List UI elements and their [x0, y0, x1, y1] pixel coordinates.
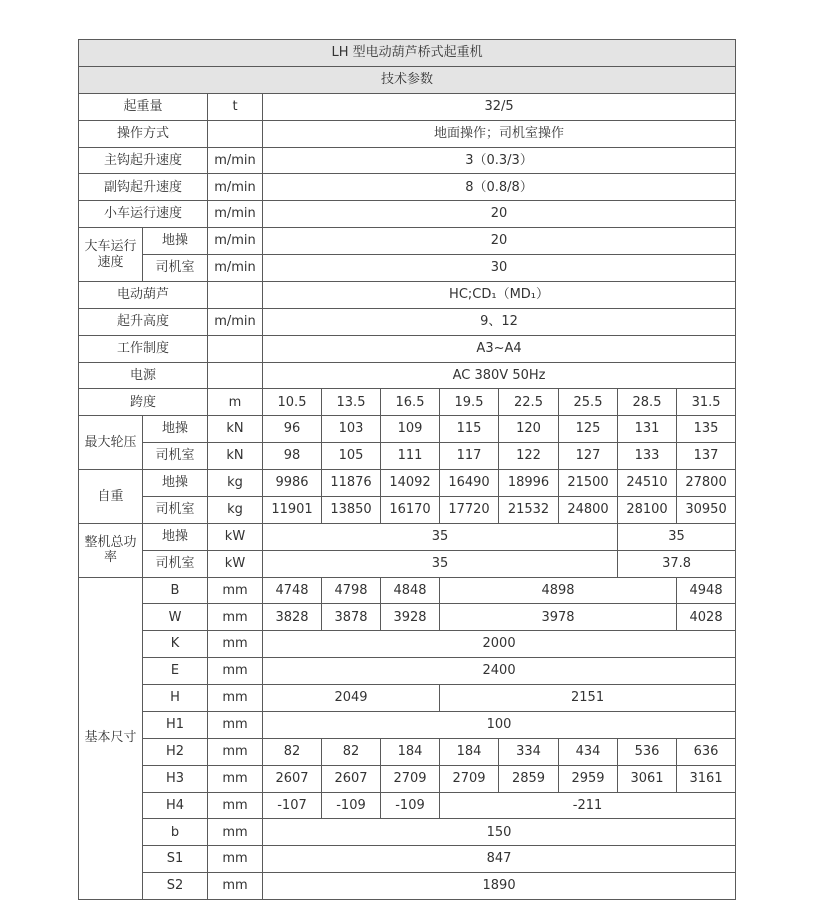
table-row [79, 308, 736, 335]
value-cell: 184 [440, 738, 499, 765]
value-cell: 9、12 [263, 308, 736, 335]
value-cell: 4898 [440, 577, 677, 604]
table-row [79, 93, 736, 120]
row-label: 小车运行速度 [79, 201, 208, 228]
value-cell: 96 [263, 416, 322, 443]
value-cell: 2709 [440, 765, 499, 792]
value-cell: 19.5 [440, 389, 499, 416]
unit-cell: m/min [208, 174, 263, 201]
value-cell: 2859 [499, 765, 559, 792]
table-row [79, 738, 736, 765]
value-cell: 4748 [263, 577, 322, 604]
unit-cell: m/min [208, 201, 263, 228]
unit-cell: mm [208, 604, 263, 631]
value-cell: 2607 [263, 765, 322, 792]
value-cell: 100 [263, 711, 736, 738]
value-cell: 4948 [677, 577, 736, 604]
sub-label: H1 [143, 711, 208, 738]
table-row [79, 711, 736, 738]
unit-cell: m/min [208, 255, 263, 282]
value-cell: 133 [618, 443, 677, 470]
value-cell: -109 [381, 792, 440, 819]
sub-label: 司机室 [143, 255, 208, 282]
value-cell: 120 [499, 416, 559, 443]
value-cell: 111 [381, 443, 440, 470]
value-cell: 4848 [381, 577, 440, 604]
value-cell: 4798 [322, 577, 381, 604]
sub-label: b [143, 819, 208, 846]
unit-cell: mm [208, 765, 263, 792]
unit-cell: m/min [208, 147, 263, 174]
table-row [79, 362, 736, 389]
value-cell: 115 [440, 416, 499, 443]
value-cell: 28.5 [618, 389, 677, 416]
value-cell: HC;CD₁（MD₁） [263, 281, 736, 308]
sub-label: 司机室 [143, 443, 208, 470]
sub-label: S1 [143, 846, 208, 873]
row-label: 跨度 [79, 389, 208, 416]
table-row [79, 604, 736, 631]
row-label: 起重量 [79, 93, 208, 120]
value-cell: 11876 [322, 470, 381, 497]
value-cell: 98 [263, 443, 322, 470]
unit-cell: kN [208, 416, 263, 443]
sub-label: 司机室 [143, 550, 208, 577]
value-cell: 82 [263, 738, 322, 765]
value-cell: 37.8 [618, 550, 736, 577]
group-label: 最大轮压 [79, 416, 143, 470]
table-row [79, 846, 736, 873]
value-cell: 20 [263, 228, 736, 255]
value-cell: 3061 [618, 765, 677, 792]
value-cell: 17720 [440, 496, 499, 523]
row-label: 主钩起升速度 [79, 147, 208, 174]
value-cell: 131 [618, 416, 677, 443]
value-cell: 21500 [559, 470, 618, 497]
table-row [79, 819, 736, 846]
value-cell: 22.5 [499, 389, 559, 416]
value-cell: 3（0.3/3） [263, 147, 736, 174]
value-cell: -211 [440, 792, 736, 819]
table-row [79, 416, 736, 443]
sub-label: W [143, 604, 208, 631]
unit-cell: mm [208, 819, 263, 846]
value-cell: 28100 [618, 496, 677, 523]
value-cell: 3828 [263, 604, 322, 631]
sub-label: K [143, 631, 208, 658]
value-cell: 24510 [618, 470, 677, 497]
sub-label: H2 [143, 738, 208, 765]
value-cell: 434 [559, 738, 618, 765]
value-cell: 125 [559, 416, 618, 443]
value-cell: 25.5 [559, 389, 618, 416]
unit-cell: mm [208, 685, 263, 712]
unit-cell: mm [208, 846, 263, 873]
value-cell: 82 [322, 738, 381, 765]
group-label: 自重 [79, 470, 143, 524]
value-cell: 2000 [263, 631, 736, 658]
table-row [79, 255, 736, 282]
unit-cell [208, 362, 263, 389]
value-cell: 2151 [440, 685, 736, 712]
table-row [79, 765, 736, 792]
value-cell: 636 [677, 738, 736, 765]
value-cell: AC 380V 50Hz [263, 362, 736, 389]
group-label: 基本尺寸 [79, 577, 143, 900]
unit-cell: kW [208, 523, 263, 550]
unit-cell: m [208, 389, 263, 416]
row-label: 副钩起升速度 [79, 174, 208, 201]
value-cell: 27800 [677, 470, 736, 497]
value-cell: 3161 [677, 765, 736, 792]
unit-cell [208, 120, 263, 147]
table-row [79, 873, 736, 900]
unit-cell: kg [208, 470, 263, 497]
value-cell: 137 [677, 443, 736, 470]
value-cell: 35 [263, 523, 618, 550]
value-cell: 30950 [677, 496, 736, 523]
sub-label: H3 [143, 765, 208, 792]
value-cell: 16490 [440, 470, 499, 497]
table-row [79, 120, 736, 147]
unit-cell: m/min [208, 228, 263, 255]
value-cell: 109 [381, 416, 440, 443]
table-row [79, 147, 736, 174]
unit-cell [208, 281, 263, 308]
value-cell: 9986 [263, 470, 322, 497]
value-cell: 3928 [381, 604, 440, 631]
unit-cell [208, 335, 263, 362]
value-cell: 地面操作；司机室操作 [263, 120, 736, 147]
sub-label: 地操 [143, 416, 208, 443]
table-row [79, 496, 736, 523]
value-cell: 2400 [263, 658, 736, 685]
value-cell: -107 [263, 792, 322, 819]
value-cell: A3~A4 [263, 335, 736, 362]
unit-cell: mm [208, 792, 263, 819]
value-cell: 2709 [381, 765, 440, 792]
value-cell: 2607 [322, 765, 381, 792]
table-title: LH 型电动葫芦桥式起重机 [79, 40, 736, 67]
group-label: 整机总功率 [79, 523, 143, 577]
row-label: 起升高度 [79, 308, 208, 335]
subtitle-row [79, 66, 736, 93]
value-cell: 2049 [263, 685, 440, 712]
value-cell: 4028 [677, 604, 736, 631]
value-cell: 3978 [440, 604, 677, 631]
table-row [79, 201, 736, 228]
table-subtitle: 技术参数 [79, 66, 736, 93]
sub-label: 司机室 [143, 496, 208, 523]
value-cell: -109 [322, 792, 381, 819]
value-cell: 1890 [263, 873, 736, 900]
table-row [79, 658, 736, 685]
sub-label: E [143, 658, 208, 685]
table-row [79, 792, 736, 819]
table-row [79, 550, 736, 577]
value-cell: 21532 [499, 496, 559, 523]
table-row [79, 389, 736, 416]
value-cell: 2959 [559, 765, 618, 792]
unit-cell: kg [208, 496, 263, 523]
value-cell: 24800 [559, 496, 618, 523]
sub-label: S2 [143, 873, 208, 900]
value-cell: 10.5 [263, 389, 322, 416]
value-cell: 184 [381, 738, 440, 765]
table-row [79, 523, 736, 550]
row-label: 操作方式 [79, 120, 208, 147]
sub-label: B [143, 577, 208, 604]
unit-cell: kW [208, 550, 263, 577]
value-cell: 13.5 [322, 389, 381, 416]
table-row [79, 631, 736, 658]
unit-cell: kN [208, 443, 263, 470]
table-row [79, 281, 736, 308]
value-cell: 127 [559, 443, 618, 470]
value-cell: 16.5 [381, 389, 440, 416]
table-row [79, 577, 736, 604]
value-cell: 35 [263, 550, 618, 577]
table-row [79, 335, 736, 362]
sub-label: 地操 [143, 470, 208, 497]
table-row [79, 470, 736, 497]
row-label: 工作制度 [79, 335, 208, 362]
value-cell: 14092 [381, 470, 440, 497]
value-cell: 18996 [499, 470, 559, 497]
value-cell: 3878 [322, 604, 381, 631]
value-cell: 31.5 [677, 389, 736, 416]
table-row [79, 685, 736, 712]
value-cell: 11901 [263, 496, 322, 523]
value-cell: 103 [322, 416, 381, 443]
row-label: 电动葫芦 [79, 281, 208, 308]
sub-label: 地操 [143, 523, 208, 550]
value-cell: 35 [618, 523, 736, 550]
spec-table [78, 39, 736, 900]
value-cell: 135 [677, 416, 736, 443]
unit-cell: t [208, 93, 263, 120]
unit-cell: m/min [208, 308, 263, 335]
sub-label: H4 [143, 792, 208, 819]
value-cell: 117 [440, 443, 499, 470]
value-cell: 8（0.8/8） [263, 174, 736, 201]
value-cell: 150 [263, 819, 736, 846]
value-cell: 16170 [381, 496, 440, 523]
unit-cell: mm [208, 738, 263, 765]
row-label: 电源 [79, 362, 208, 389]
value-cell: 536 [618, 738, 677, 765]
sub-label: H [143, 685, 208, 712]
value-cell: 30 [263, 255, 736, 282]
title-row [79, 40, 736, 67]
table-row [79, 174, 736, 201]
value-cell: 105 [322, 443, 381, 470]
value-cell: 122 [499, 443, 559, 470]
table-row [79, 443, 736, 470]
sub-label: 地操 [143, 228, 208, 255]
table-row [79, 228, 736, 255]
group-label: 大车运行速度 [79, 228, 143, 282]
unit-cell: mm [208, 873, 263, 900]
unit-cell: mm [208, 658, 263, 685]
unit-cell: mm [208, 711, 263, 738]
value-cell: 847 [263, 846, 736, 873]
value-cell: 20 [263, 201, 736, 228]
unit-cell: mm [208, 577, 263, 604]
value-cell: 32/5 [263, 93, 736, 120]
unit-cell: mm [208, 631, 263, 658]
value-cell: 334 [499, 738, 559, 765]
value-cell: 13850 [322, 496, 381, 523]
